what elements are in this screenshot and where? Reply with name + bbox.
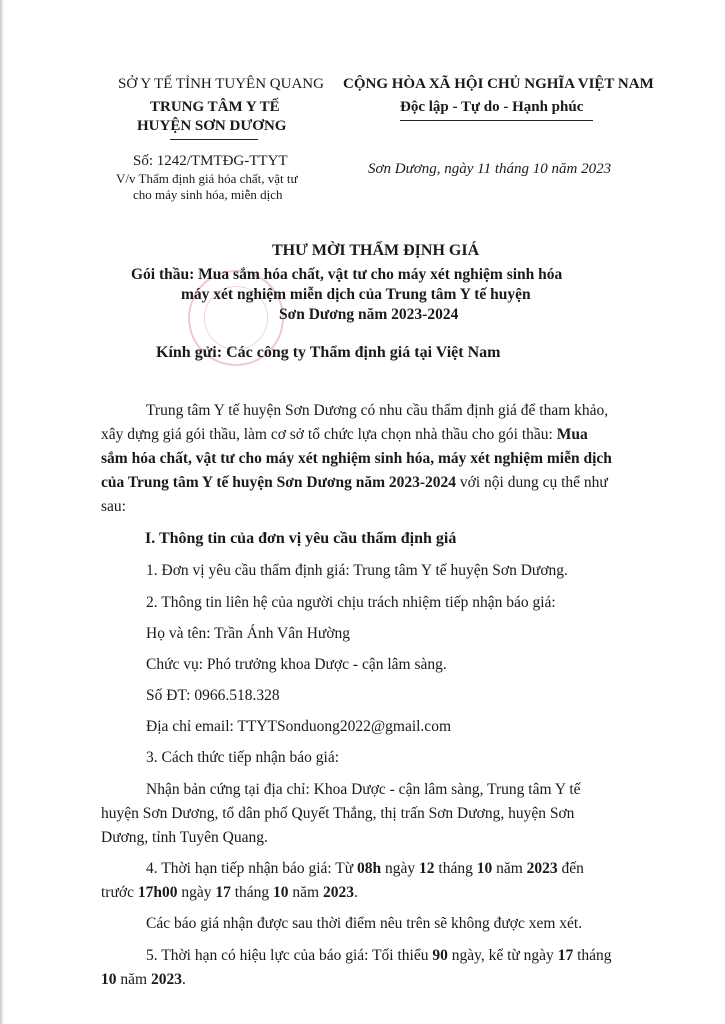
item4-bold6: 17 <box>215 884 231 901</box>
reference-number: Số: 1242/TMTĐG-TTYT <box>133 153 288 169</box>
letter-title: THƯ MỜI THẨM ĐỊNH GIÁ <box>272 242 480 259</box>
package-line3: Sơn Dương năm 2023-2024 <box>279 306 459 323</box>
item5-text3: tháng <box>573 947 612 964</box>
late-submission-note: Các báo giá nhận được sau thời điểm nêu trên sẽ không được xem xét. <box>146 915 583 932</box>
item4-text6: trước <box>101 884 138 901</box>
intro-line2-text: xây dựng giá gói thầu, làm cơ sở tổ chức lựa chọn nhà thầu cho gói thầu: <box>101 426 557 443</box>
address-line3: Dương, tỉnh Tuyên Quang. <box>101 829 268 846</box>
intro-line5: sau: <box>101 498 126 515</box>
item5-bold3: 10 <box>101 971 117 988</box>
place-and-date: Sơn Dương, ngày 11 tháng 10 năm 2023 <box>368 161 612 177</box>
address-line2: huyện Sơn Dương, tổ dân phố Quyết Thắng, thị trấn Sơn Dương, huyện Sơn <box>101 805 575 822</box>
national-motto: Độc lập - Tự do - Hạnh phúc <box>400 99 584 115</box>
item4-text8: tháng <box>230 884 274 901</box>
item5-text1: 5. Thời hạn có hiệu lực của báo giá: Tối thiểu <box>146 947 433 964</box>
contact-name: Họ và tên: Trần Ánh Vân Hường <box>146 625 351 642</box>
item5-bold2: 17 <box>557 947 574 964</box>
scan-edge <box>0 0 4 1024</box>
intro-line4 <box>101 471 608 495</box>
item5-text2: ngày, kể từ ngày <box>447 947 558 964</box>
item5-text5: . <box>181 971 186 988</box>
item4-text10: . <box>353 884 358 901</box>
section1-item4-line1 <box>146 857 584 881</box>
department-name: SỞ Y TẾ TỈNH TUYÊN QUANG <box>118 76 324 92</box>
package-line1: Gói thầu: Mua sắm hóa chất, vật tư cho máy xét nghiệm sinh hóa <box>131 266 563 283</box>
intro-line3: sắm hóa chất, vật tư cho máy xét nghiệm sinh hóa, máy xét nghiệm miễn dịch <box>101 450 612 467</box>
intro-line2-bold: Mua <box>556 426 588 443</box>
item4-bold2: 12 <box>419 860 435 877</box>
section1-heading: I. Thông tin của đơn vị yêu cầu thẩm định giá <box>145 530 457 547</box>
item5-bold4: 2023 <box>150 971 182 988</box>
contact-phone: Số ĐT: 0966.518.328 <box>146 687 280 704</box>
item4-bold4: 2023 <box>526 860 558 877</box>
item4-text9: năm <box>288 884 323 901</box>
recipient-line: Kính gửi: Các công ty Thẩm định giá tại Việt Nam <box>156 344 501 361</box>
intro-line4-bold: của Trung tâm Y tế huyện Sơn Dương năm 2023-2024 <box>101 474 457 491</box>
address-line1: Nhận bản cứng tại địa chỉ: Khoa Dược - cận lâm sàng, Trung tâm Y tế <box>146 781 581 798</box>
contact-email: Địa chỉ email: TTYTSonduong2022@gmail.com <box>146 718 451 735</box>
section1-item2: 2. Thông tin liên hệ của người chịu trách nhiệm tiếp nhận báo giá: <box>146 594 556 611</box>
section1-item1: 1. Đơn vị yêu cầu thẩm định giá: Trung tâm Y tế huyện Sơn Dương. <box>146 562 568 579</box>
item4-text1: 4. Thời hạn tiếp nhận báo giá: Từ <box>146 860 358 877</box>
intro-line1: Trung tâm Y tế huyện Sơn Dương có nhu cầu thẩm định giá để tham khảo, <box>146 402 609 419</box>
item4-bold8: 2023 <box>322 884 354 901</box>
org-underline <box>170 139 258 140</box>
package-line2: máy xét nghiệm miễn dịch của Trung tâm Y tế huyện <box>181 286 531 303</box>
organization-line1: TRUNG TÂM Y TẾ <box>150 99 280 115</box>
item4-bold5: 17h00 <box>137 884 178 901</box>
subject-line1: V/v Thẩm định giá hóa chất, vật tư <box>116 171 298 186</box>
intro-line2 <box>101 423 588 447</box>
item5-text4: năm <box>116 971 151 988</box>
section1-item3: 3. Cách thức tiếp nhận báo giá: <box>146 749 340 766</box>
intro-line4-text: với nội dung cụ thể như <box>456 474 608 491</box>
subject-line2: cho máy sinh hóa, miễn dịch <box>133 187 283 202</box>
item5-bold1: 90 <box>432 947 448 964</box>
nation-title: CỘNG HÒA XÃ HỘI CHỦ NGHĨA VIỆT NAM <box>343 76 654 92</box>
item4-text4: năm <box>492 860 527 877</box>
item4-bold3: 10 <box>476 860 493 877</box>
item4-text2: ngày <box>381 860 420 877</box>
section1-item5-line1 <box>146 944 612 968</box>
section1-item4-line2 <box>101 881 358 905</box>
item4-bold7: 10 <box>273 884 289 901</box>
item4-bold1: 08h <box>357 860 382 877</box>
organization-line2: HUYỆN SƠN DƯƠNG <box>137 118 287 134</box>
contact-position: Chức vụ: Phó trưởng khoa Dược - cận lâm sàng. <box>146 656 447 673</box>
item4-text7: ngày <box>177 884 216 901</box>
item4-text3: tháng <box>434 860 477 877</box>
item4-text5: đến <box>557 860 584 877</box>
section1-item5-line2 <box>101 968 186 992</box>
motto-underline <box>400 120 593 121</box>
